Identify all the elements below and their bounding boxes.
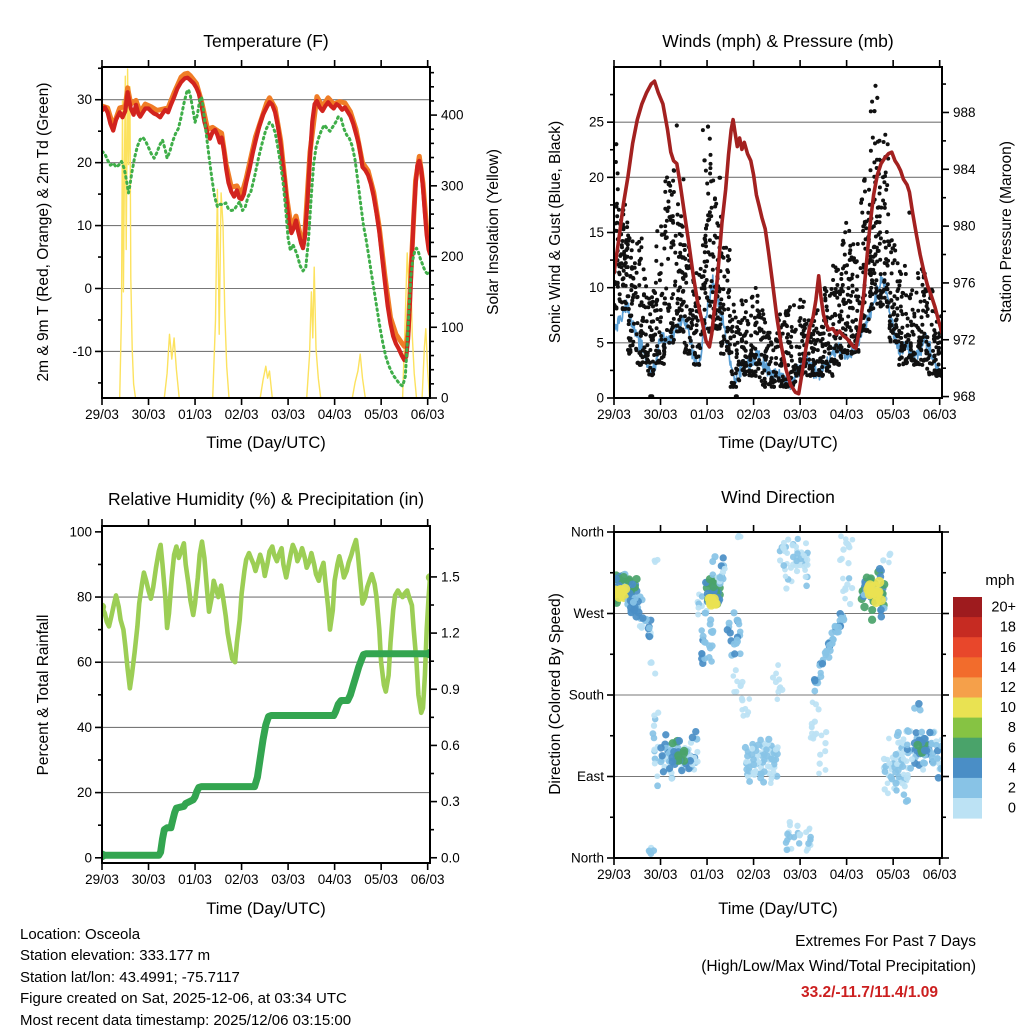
humidity-precip-chart-title: Relative Humidity (%) & Precipitation (in) [107,489,425,509]
temperature-chart [0,0,512,470]
station-pressure-axis-label: Station Pressure (Maroon) [998,141,1015,323]
svg-text:0: 0 [441,390,449,406]
svg-text:06/03: 06/03 [410,407,445,422]
svg-text:16: 16 [999,639,1016,656]
wind-direction-chart-title: Wind Direction [721,487,835,507]
svg-text:984: 984 [953,161,976,177]
svg-text:29/03: 29/03 [597,407,631,422]
extremes-title: Extremes For Past 7 Days [795,933,976,950]
svg-text:20+: 20+ [991,599,1016,616]
time-axis-label-winds: Time (Day/UTC) [718,434,838,452]
svg-text:03/03: 03/03 [783,407,817,422]
station-elevation: Station elevation: 333.177 m [20,947,211,965]
extremes-values: 33.2/-11.7/11.4/1.09 [800,984,938,1001]
svg-text:4: 4 [1007,760,1016,777]
svg-text:0: 0 [84,281,92,297]
svg-text:03/03: 03/03 [271,872,305,887]
svg-text:976: 976 [953,275,976,291]
svg-text:60: 60 [76,654,92,670]
temperature-chart-title: Temperature (F) [203,31,329,51]
svg-text:East: East [576,769,604,784]
station-metadata [20,924,351,1031]
svg-text:0.9: 0.9 [441,681,460,697]
svg-text:300: 300 [441,178,464,194]
svg-text:0: 0 [84,850,92,866]
svg-text:12: 12 [999,679,1016,696]
svg-text:6: 6 [1007,740,1016,757]
svg-text:0.6: 0.6 [441,737,460,753]
svg-text:North: North [570,524,604,540]
svg-text:02/03: 02/03 [224,407,259,422]
percent-rainfall-axis-label: Percent & Total Rainfall [35,614,52,776]
svg-text:200: 200 [441,249,464,265]
svg-text:0.0: 0.0 [441,850,460,866]
svg-text:20: 20 [76,155,92,171]
svg-text:06/03: 06/03 [410,872,445,887]
svg-text:972: 972 [953,332,976,348]
figure-created: Figure created on Sat, 2025-12-06, at 03:34 UTC [20,990,347,1008]
svg-text:2: 2 [1007,780,1016,797]
svg-text:30/03: 30/03 [131,872,166,887]
data-timestamp: Most recent data timestamp: 2025/12/06 03:15:00 [20,1011,352,1029]
svg-text:03/03: 03/03 [783,867,817,882]
svg-text:988: 988 [953,104,976,120]
svg-text:18: 18 [999,619,1016,636]
svg-text:1.5: 1.5 [441,569,460,585]
svg-text:8: 8 [1007,720,1016,737]
svg-text:1.2: 1.2 [441,625,460,641]
svg-text:30/03: 30/03 [643,867,678,882]
time-axis-label-humidity: Time (Day/UTC) [206,900,326,918]
svg-text:06/03: 06/03 [922,407,957,422]
svg-text:02/03: 02/03 [736,867,771,882]
svg-text:05/03: 05/03 [364,407,399,422]
svg-text:02/03: 02/03 [224,872,259,887]
winds-pressure-chart [512,0,1024,470]
svg-text:30/03: 30/03 [131,407,166,422]
svg-text:04/03: 04/03 [317,407,352,422]
svg-text:04/03: 04/03 [829,867,864,882]
wind-direction-chart [512,470,1024,940]
svg-text:0: 0 [1007,800,1016,817]
svg-text:10: 10 [588,280,604,296]
svg-text:100: 100 [441,319,464,335]
svg-text:01/03: 01/03 [178,872,212,887]
svg-text:03/03: 03/03 [271,407,305,422]
svg-text:South: South [568,687,604,703]
svg-text:968: 968 [953,389,976,405]
svg-text:30/03: 30/03 [643,407,678,422]
svg-text:02/03: 02/03 [736,407,771,422]
svg-text:100: 100 [69,524,92,540]
direction-axis-label: Direction (Colored By Speed) [547,593,564,795]
humidity-precip-chart [0,470,512,940]
svg-text:29/03: 29/03 [85,407,119,422]
svg-text:04/03: 04/03 [317,872,352,887]
svg-text:15: 15 [588,225,604,240]
svg-text:-10: -10 [72,343,92,359]
sonic-wind-axis-label: Sonic Wind & Gust (Blue, Black) [547,120,564,344]
svg-text:30: 30 [76,92,92,108]
svg-text:06/03: 06/03 [922,867,957,882]
svg-text:0.3: 0.3 [441,794,460,810]
svg-text:0: 0 [596,390,604,406]
svg-text:10: 10 [76,218,92,234]
svg-text:25: 25 [588,114,604,130]
svg-text:North: North [570,850,604,866]
svg-text:05/03: 05/03 [876,867,911,882]
svg-text:01/03: 01/03 [690,867,724,882]
station-location: Location: Osceola [20,926,141,943]
time-axis-label-temperature: Time (Day/UTC) [206,434,326,452]
svg-text:20: 20 [588,169,604,185]
svg-text:01/03: 01/03 [690,407,724,422]
extremes-subtitle: (High/Low/Max Wind/Total Precipitation) [701,958,976,975]
time-axis-label-direction: Time (Day/UTC) [718,900,838,918]
svg-text:10: 10 [999,700,1016,717]
svg-text:5: 5 [596,335,604,351]
solar-insolation-axis-label: Solar Insolation (Yellow) [485,149,502,315]
svg-text:29/03: 29/03 [597,867,631,882]
svg-text:mph: mph [985,572,1015,589]
svg-text:05/03: 05/03 [364,872,399,887]
svg-text:980: 980 [953,218,976,234]
svg-text:05/03: 05/03 [876,407,911,422]
temperature-y-axis-label: 2m & 9m T (Red, Orange) & 2m Td (Green) [35,82,52,382]
svg-text:29/03: 29/03 [85,872,119,887]
svg-text:04/03: 04/03 [829,407,864,422]
winds-pressure-chart-title: Winds (mph) & Pressure (mb) [662,31,894,51]
svg-text:400: 400 [441,107,464,123]
svg-text:01/03: 01/03 [178,407,212,422]
svg-text:West: West [573,606,604,621]
svg-text:80: 80 [76,589,92,605]
svg-text:40: 40 [76,719,92,735]
svg-text:20: 20 [76,785,92,801]
station-latlon: Station lat/lon: 43.4991; -75.7117 [20,968,240,986]
svg-text:14: 14 [999,659,1016,676]
